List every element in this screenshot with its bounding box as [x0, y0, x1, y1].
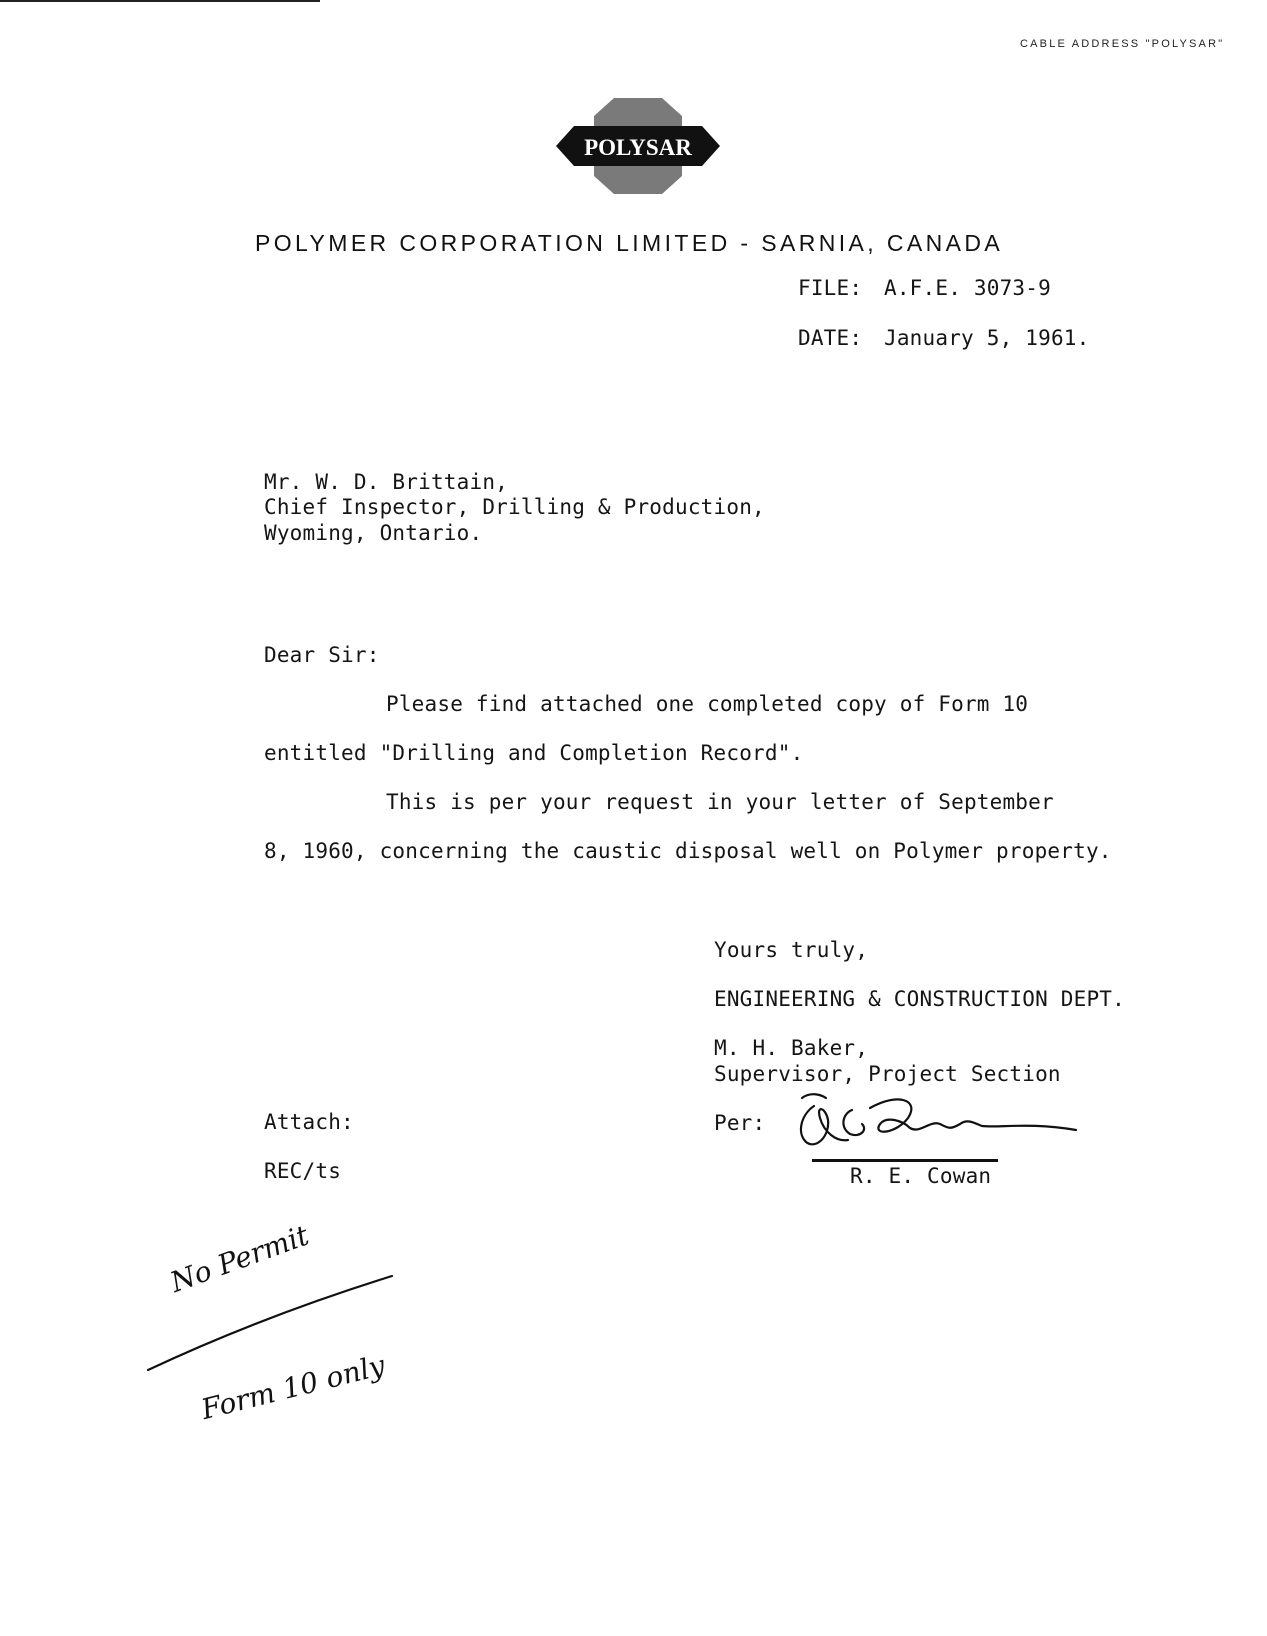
date-label: DATE: [798, 326, 863, 350]
company-name: POLYMER CORPORATION LIMITED - SARNIA, CANADA [255, 230, 1004, 256]
body-line-2: entitled "Drilling and Completion Record". [264, 741, 804, 765]
attach-label: Attach: [264, 1110, 354, 1134]
cable-address: CABLE ADDRESS "POLYSAR" [1020, 38, 1225, 50]
file-value: A.F.E. 3073-9 [884, 276, 1051, 300]
recipient-location: Wyoming, Ontario. [264, 521, 483, 545]
recipient-title: Chief Inspector, Drilling & Production, [264, 495, 765, 519]
valediction: Yours truly, [714, 938, 869, 962]
signature-rule [812, 1159, 998, 1162]
handwritten-note-line-1: No Permit [166, 1218, 314, 1300]
file-line [798, 276, 1051, 300]
department: ENGINEERING & CONSTRUCTION DEPT. [714, 987, 1125, 1011]
top-edge-rule [0, 0, 320, 2]
date-line [798, 326, 1090, 350]
body-line-4: 8, 1960, concerning the caustic disposal well on Polymer property. [264, 839, 1112, 863]
per-name: R. E. Cowan [850, 1164, 992, 1188]
polysar-logo [556, 98, 720, 194]
body-line-3: This is per your request in your letter of September [386, 790, 1054, 814]
recipient-name: Mr. W. D. Brittain, [264, 470, 509, 494]
salutation: Dear Sir: [264, 643, 380, 667]
logo-text: POLYSAR [584, 135, 692, 160]
date-value: January 5, 1961. [884, 326, 1090, 350]
handwritten-note-line-2: Form 10 only [198, 1348, 389, 1427]
signature [790, 1084, 1090, 1164]
file-label: FILE: [798, 276, 863, 300]
initials: REC/ts [264, 1159, 342, 1183]
per-label: Per: [714, 1111, 766, 1135]
signer-title: Supervisor, Project Section [714, 1062, 1061, 1086]
body-line-1: Please find attached one completed copy of Form 10 [386, 692, 1029, 716]
signer-name: M. H. Baker, [714, 1036, 869, 1060]
